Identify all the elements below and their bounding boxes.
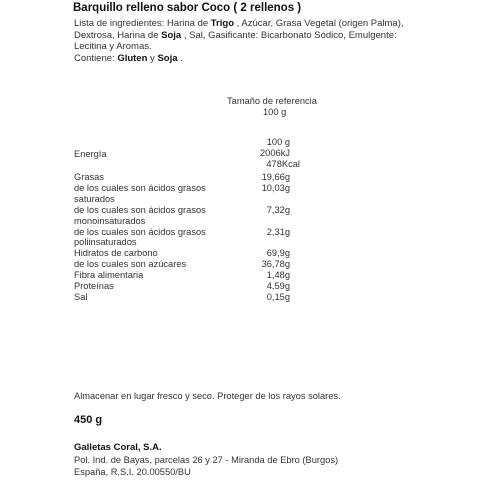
ingredients-line-2 xyxy=(74,30,397,42)
product-title: Barquillo relleno sabor Coco ( 2 rellenos ) xyxy=(73,2,302,14)
nutrient-value: 7,32g xyxy=(266,204,290,215)
energia-label: Energía xyxy=(74,149,107,159)
ingredients-text: , Azúcar, Grasa Vegetal (origen Palma), xyxy=(234,18,404,29)
nutrient-value: 36,78g xyxy=(261,259,290,270)
nutrient-label: Sal xyxy=(74,291,88,302)
nutrient-value: 2,31g xyxy=(266,226,290,237)
energia-kcal: 478Kcal xyxy=(266,159,300,169)
nutrient-label: saturados xyxy=(74,193,115,204)
nutrient-label: de los cuales son ácidos grasos xyxy=(74,204,206,215)
net-weight: 450 g xyxy=(74,414,103,426)
reference-size-heading: Tamaño de referencia xyxy=(227,96,317,106)
nutrient-label: Hidratos de carbono xyxy=(74,248,158,259)
company-registry: España, R.S.I. 20.00550/BU xyxy=(74,467,191,477)
nutrient-label: Grasas xyxy=(74,172,104,182)
nutrient-value: 19,66g xyxy=(261,172,290,182)
contains-joiner: y xyxy=(147,53,158,64)
nutrient-value: 4,59g xyxy=(266,281,290,291)
contains-label: Contiene: xyxy=(74,53,118,64)
nutrient-label: poliinsaturados xyxy=(74,237,137,248)
energia-kj: 2006kJ xyxy=(260,148,290,158)
reference-size-value: 100 g xyxy=(263,107,287,117)
ingredients-line-1 xyxy=(74,18,404,30)
contains-allergens xyxy=(74,53,183,65)
company-address: Pol. Ind. de Bayas, parcelas 26 y 27 - Miranda de Ebro (Burgos) xyxy=(74,455,339,465)
allergen-soja: Soja xyxy=(161,30,182,41)
nutrient-label: de los cuales son ácidos grasos xyxy=(74,226,206,237)
allergen-trigo: Trigo xyxy=(210,18,235,29)
ingredients-line-3: Lecitina y Aromas. xyxy=(74,41,152,52)
ingredients-text: Lista de ingredientes: Harina de xyxy=(74,18,211,29)
company-name: Galletas Coral, S.A. xyxy=(74,442,162,453)
nutrient-label: de los cuales son azúcares xyxy=(74,259,187,270)
nutrient-value: 1,48g xyxy=(266,270,290,281)
ingredients-text: , Sal, Gasificante: Bicarbonato Sódico, Emulgente: xyxy=(181,30,397,41)
column-header-100g: 100 g xyxy=(266,137,290,147)
nutrient-value: 69,9g xyxy=(266,248,290,259)
allergen-gluten: Gluten xyxy=(117,53,148,64)
ingredients-text: Dextrosa, Harina de xyxy=(74,30,162,41)
nutrient-label: monoinsaturados xyxy=(74,215,146,226)
storage-instructions: Almacenar en lugar fresco y seco. Proteger de los rayos solares. xyxy=(74,391,341,401)
allergen-soja: Soja xyxy=(157,53,178,64)
nutrient-value: 0,15g xyxy=(266,291,290,302)
nutrient-label: de los cuales son ácidos grasos xyxy=(74,182,206,193)
contains-end: . xyxy=(177,53,183,64)
nutrient-label: Proteínas xyxy=(74,281,114,291)
nutrient-label: Fibra alimentaria xyxy=(74,270,144,281)
nutrient-value: 10,03g xyxy=(261,182,290,193)
